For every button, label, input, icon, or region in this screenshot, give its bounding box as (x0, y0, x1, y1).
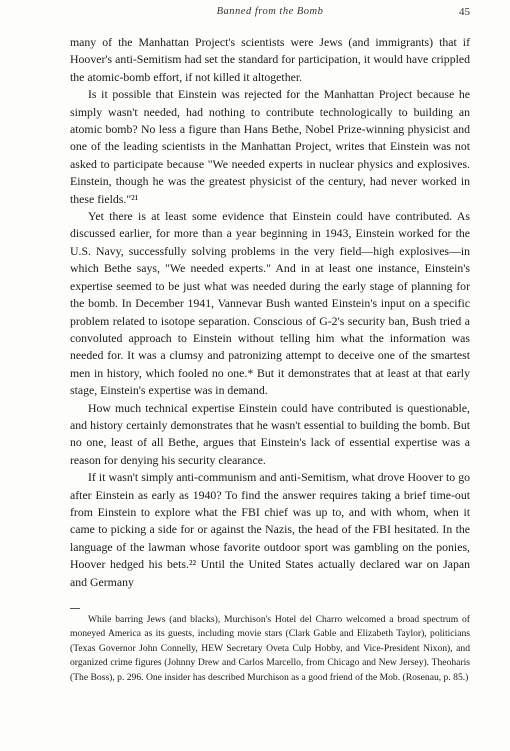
running-head: Banned from the Bomb (216, 6, 324, 17)
page-header (70, 6, 470, 22)
paragraph-1: many of the Manhattan Project's scientists were Jews (and immigrants) that if Hoover's anti-Semitism had set the standard for participation, it would have crippled the atomic-bomb effort, if not killed it altogether. (70, 35, 470, 84)
paragraph-3: Yet there is at least some evidence that Einstein could have contributed. As discussed earlier, for more than a year beginning in 1943, Einstein worked for the U.S. Navy, successfully solving problems in the very field—high explosives—in which Bethe says, "We needed experts." And in at least one instance, Einstein's expertise seemed to be just what was needed during the early stage of planning for the bomb. In December 1941, Vannevar Bush wanted Einstein's input on a specific problem related to isotope separation. Conscious of G-2's security ban, Bush tried a convoluted approach to Einstein without telling him what the information was needed for. It was a clumsy and patronizing attempt to deceive one of the smartest men in history, which fooled no one.* But it demonstrates that at least at that early stage, Einstein's expertise was in demand. (70, 209, 470, 398)
paragraph-5: If it wasn't simply anti-communism and anti-Semitism, what drove Hoover to go after Einstein as early as 1940? To find the answer requires taking a brief time-out from Einstein to explore what the FBI chief was up to, and with whom, when it came to picking a side for or against the Nazis, the head of the FBI hesitated. In the language of the lawman whose favorite outdoor sport was gambling on the ponies, Hoover hedged his bets.²² Until the United States actually declared war on Japan and Germany (70, 470, 470, 589)
footnote (70, 613, 470, 685)
body-text (70, 34, 470, 591)
footnote-text: While barring Jews (and blacks), Murchison's Hotel del Charro welcomed a broad spectrum of moneyed America as its guests, including movie stars (Clark Gable and Elizabeth Taylor), politicians (Texas Governor John Connelly, HEW Secretary Oveta Culp Hobby, and Vice-President Nixon), and organized crime figures (Johnny Drew and Carlos Marcello, from Chicago and New Jersey). Theoharis (The Boss), p. 296. One insider has described Murchison as a good friend of the Mob. (Rosenau, p. 85.) (70, 614, 470, 683)
paragraph-4: How much technical expertise Einstein could have contributed is questionable, and history certainly demonstrates that he wasn't essential to building the bomb. But no one, least of all Bethe, argues that Einstein's lack of essential expertise was a reason for denying his security clearance. (70, 400, 470, 467)
page-number: 45 (459, 6, 470, 18)
paragraph-2: Is it possible that Einstein was rejected for the Manhattan Project because he simply wasn't needed, had nothing to contribute technologically to building an atomic bomb? No less a figure than Hans Bethe, Nobel Prize-winning physicist and one of the leading scientists in the Manhattan Project, writes that Einstein was not asked to participate because "We needed experts in nuclear physics and explosives. Einstein, though he was the greatest physicist of the century, had never worked in these fields."²¹ (70, 87, 470, 206)
footnote-rule (70, 608, 80, 609)
